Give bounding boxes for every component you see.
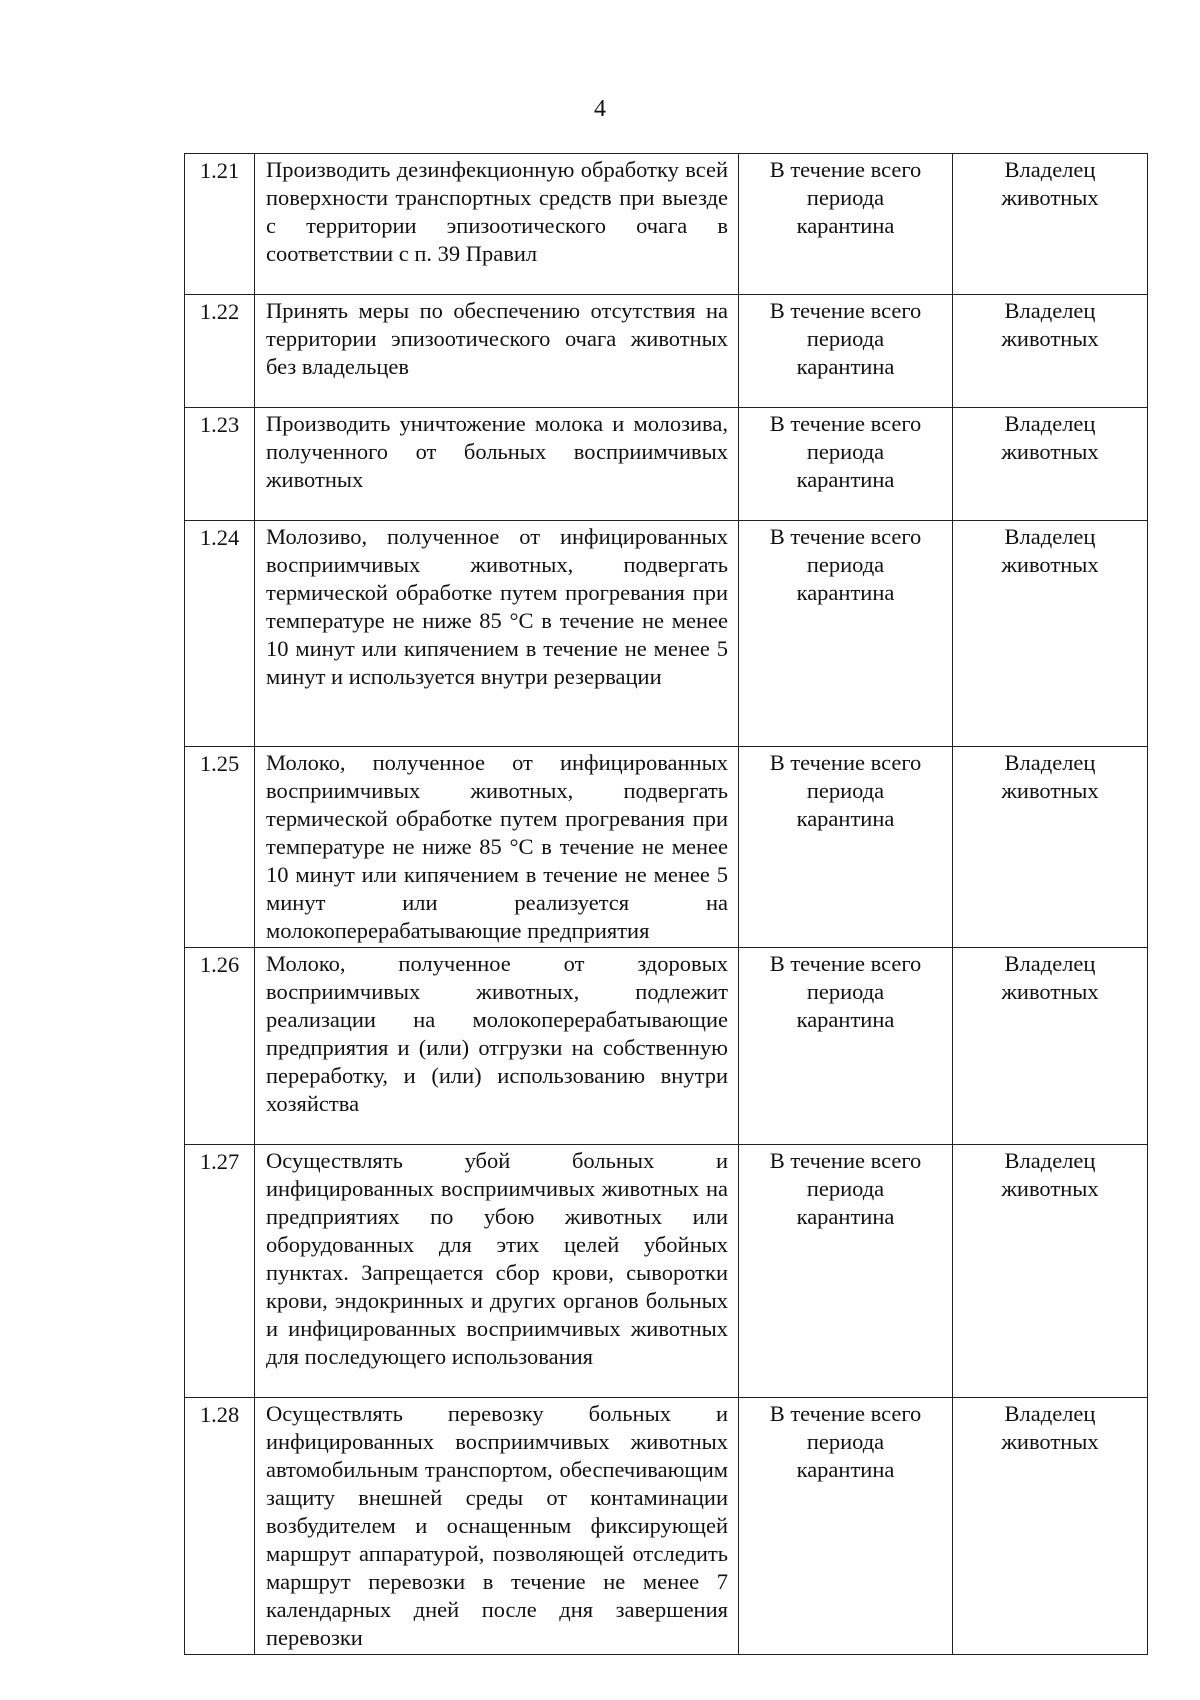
- row-number: 1.27: [185, 1145, 255, 1398]
- row-action: Производить дезинфекционную обработку всей поверхности транспортных средств при выезде с территории эпизоотического очага в соответствии с п. 39 Правил: [255, 154, 739, 295]
- responsible-line: животных: [1001, 778, 1099, 803]
- responsible-line: Владелец: [1004, 157, 1096, 182]
- responsible-line: животных: [1001, 439, 1099, 464]
- table-row: [185, 295, 1148, 408]
- term-line: В течение всего: [769, 1401, 922, 1426]
- term-line: карантина: [796, 1204, 895, 1229]
- term-line: В течение всего: [769, 750, 922, 775]
- term-line: В течение всего: [769, 1148, 922, 1173]
- table-row: [185, 948, 1148, 1145]
- term-line: периода: [806, 185, 885, 210]
- row-action: Осуществлять убой больных и инфицированных восприимчивых животных на предприятиях по убою животных или оборудованных для этих целей убойных пунктах. Запрещается сбор крови, сыворотки крови, эндокринных и других органов больных и инфицированных восприимчивых животных для последующего использования: [255, 1145, 739, 1398]
- row-term: [739, 154, 953, 295]
- row-number: 1.28: [185, 1398, 255, 1655]
- responsible-line: животных: [1001, 979, 1099, 1004]
- table-row: [185, 1398, 1148, 1655]
- row-number: 1.24: [185, 521, 255, 747]
- responsible-line: животных: [1001, 552, 1099, 577]
- responsible-line: животных: [1001, 326, 1099, 351]
- responsible-line: Владелец: [1004, 298, 1096, 323]
- row-action: Молоко, полученное от инфицированных восприимчивых животных, подвергать термической обработке путем прогревания при температуре не ниже 85 °С в течение не менее 10 минут или кипячением в течение не менее 5 минут или реализуется на молокоперерабатывающие предприятия: [255, 747, 739, 948]
- responsible-line: животных: [1001, 1176, 1099, 1201]
- responsible-line: Владелец: [1004, 1148, 1096, 1173]
- term-line: В течение всего: [769, 298, 922, 323]
- table-row: [185, 521, 1148, 747]
- term-line: периода: [806, 778, 885, 803]
- responsible-line: животных: [1001, 1429, 1099, 1454]
- row-responsible: [953, 1398, 1148, 1655]
- responsible-line: Владелец: [1004, 951, 1096, 976]
- term-line: периода: [806, 1429, 885, 1454]
- responsible-line: Владелец: [1004, 750, 1096, 775]
- responsible-line: Владелец: [1004, 1401, 1096, 1426]
- term-line: карантина: [796, 467, 895, 492]
- row-action: Производить уничтожение молока и молозива, полученного от больных восприимчивых животных: [255, 408, 739, 521]
- term-line: В течение всего: [769, 951, 922, 976]
- term-line: периода: [806, 552, 885, 577]
- term-line: периода: [806, 1176, 885, 1201]
- page-number: 4: [594, 96, 606, 122]
- term-line: карантина: [796, 1007, 895, 1032]
- row-responsible: [953, 948, 1148, 1145]
- row-responsible: [953, 1145, 1148, 1398]
- row-term: [739, 948, 953, 1145]
- table-row: [185, 1145, 1148, 1398]
- row-term: [739, 1145, 953, 1398]
- table-row: [185, 408, 1148, 521]
- row-term: [739, 521, 953, 747]
- term-line: В течение всего: [769, 411, 922, 436]
- responsible-line: Владелец: [1004, 411, 1096, 436]
- row-responsible: [953, 408, 1148, 521]
- term-line: карантина: [796, 354, 895, 379]
- row-number: 1.25: [185, 747, 255, 948]
- table-row: [185, 747, 1148, 948]
- row-term: [739, 1398, 953, 1655]
- row-action: Молоко, полученное от здоровых восприимчивых животных, подлежит реализации на молокоперерабатывающие предприятия и (или) отгрузки на собственную переработку, и (или) использованию внутри хозяйства: [255, 948, 739, 1145]
- term-line: карантина: [796, 1457, 895, 1482]
- row-term: [739, 295, 953, 408]
- term-line: карантина: [796, 806, 895, 831]
- row-responsible: [953, 154, 1148, 295]
- row-action: Молозиво, полученное от инфицированных восприимчивых животных, подвергать термической обработке путем прогревания при температуре не ниже 85 °С в течение не менее 10 минут или кипячением в течение не менее 5 минут и используется внутри резервации: [255, 521, 739, 747]
- row-action: Принять меры по обеспечению отсутствия на территории эпизоотического очага животных без владельцев: [255, 295, 739, 408]
- table-row: [185, 154, 1148, 295]
- row-term: [739, 747, 953, 948]
- row-responsible: [953, 747, 1148, 948]
- term-line: В течение всего: [769, 524, 922, 549]
- term-line: карантина: [796, 580, 895, 605]
- row-number: 1.23: [185, 408, 255, 521]
- row-number: 1.26: [185, 948, 255, 1145]
- responsible-line: животных: [1001, 185, 1099, 210]
- row-number: 1.21: [185, 154, 255, 295]
- term-line: периода: [806, 979, 885, 1004]
- term-line: периода: [806, 326, 885, 351]
- row-responsible: [953, 295, 1148, 408]
- term-line: карантина: [796, 213, 895, 238]
- row-term: [739, 408, 953, 521]
- responsible-line: Владелец: [1004, 524, 1096, 549]
- row-number: 1.22: [185, 295, 255, 408]
- term-line: В течение всего: [769, 157, 922, 182]
- measures-table: [184, 153, 1148, 1655]
- term-line: периода: [806, 439, 885, 464]
- row-action: Осуществлять перевозку больных и инфицированных восприимчивых животных автомобильным транспортом, обеспечивающим защиту внешней среды от контаминации возбудителем и оснащенным фиксирующей маршрут аппаратурой, позволяющей отследить маршрут перевозки в течение не менее 7 календарных дней после дня завершения перевозки: [255, 1398, 739, 1655]
- row-responsible: [953, 521, 1148, 747]
